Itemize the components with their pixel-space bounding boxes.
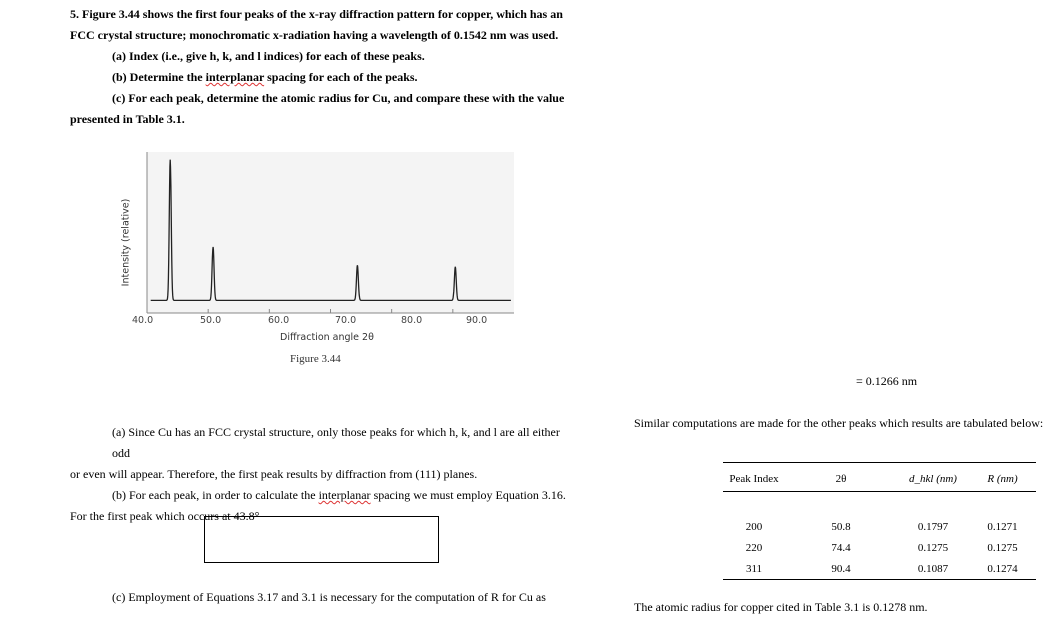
problem-part-b (70, 67, 590, 88)
solution-a-line-2: or even will appear. Therefore, the first peak results by diffraction from (111) planes. (70, 467, 478, 481)
cell-two-theta: 74.4 (831, 541, 851, 554)
solution-part-a (70, 422, 575, 527)
cell-radius: 0.1275 (987, 541, 1018, 554)
solution-b-misspelled-word: interplanar (318, 488, 371, 502)
cell-two-theta: 90.4 (831, 562, 851, 575)
cell-radius: 0.1274 (987, 562, 1018, 575)
tick-label-50: 50.0 (200, 315, 222, 326)
solution-b-prefix: (b) For each peak, in order to calculate the (112, 488, 319, 502)
solution-a-line-1: (a) Since Cu has an FCC crystal structure, only those peaks for which h, k, and l are all either odd (112, 425, 560, 460)
header-peak-index: Peak Index (729, 473, 779, 485)
cell-dhkl: 0.1797 (917, 520, 949, 533)
dhkl-result: = 0.1266 nm (856, 374, 918, 388)
problem-line-2: FCC crystal structure; monochromatic x-radiation having a wavelength of 0.1542 nm was used. (70, 28, 559, 42)
atomic-radius-note: The atomic radius for copper cited in Table 3.1 is 0.1278 nm. (634, 600, 928, 614)
cell-peak-index: 220 (745, 541, 763, 554)
problem-line-1: 5. Figure 3.44 shows the first four peaks of the x-ray diffraction pattern for copper, which has an (70, 7, 563, 21)
part-b-suffix: spacing for each of the peaks. (264, 70, 418, 84)
table-row (723, 558, 1036, 579)
results-table-grid (723, 471, 1036, 579)
solution-part-c: (c) Employment of Equations 3.17 and 3.1 is necessary for the computation of R for Cu as (112, 590, 546, 604)
cell-dhkl: 0.1087 (917, 562, 949, 575)
tick-label-70: 70.0 (335, 315, 357, 326)
table-row (723, 516, 1036, 537)
part-b-misspelled-word: interplanar (205, 70, 265, 84)
results-table (723, 462, 1036, 580)
solution-b-line-1 (70, 485, 575, 506)
cell-peak-index: 200 (745, 520, 763, 533)
chart-plot-area (147, 152, 514, 313)
solution-b-line-2: For the first peak which occurs at 43.8° (70, 509, 260, 523)
cell-dhkl: 0.1275 (917, 541, 949, 554)
x-axis-label: Diffraction angle 2θ (280, 332, 374, 343)
solution-b-suffix: spacing we must employ Equation 3.16. (370, 488, 566, 502)
header-two-theta: 2θ (835, 473, 847, 485)
figure-3-44 (120, 145, 520, 385)
problem-part-a: (a) Index (i.e., give h, k, and l indices) for each of these peaks. (112, 49, 425, 63)
tick-label-60: 60.0 (268, 315, 290, 326)
part-b-prefix: (b) Determine the (112, 70, 206, 84)
problem-part-c-cont: presented in Table 3.1. (70, 112, 185, 126)
equation-placeholder-box (204, 516, 439, 563)
similar-computations-text: Similar computations are made for the other peaks which results are tabulated below: (634, 416, 1044, 430)
header-dhkl: d_hkl (nm) (909, 473, 957, 485)
table-row (723, 537, 1036, 558)
figure-caption: Figure 3.44 (290, 353, 341, 365)
problem-statement (70, 4, 590, 130)
cell-two-theta: 50.8 (831, 520, 851, 533)
problem-part-c: (c) For each peak, determine the atomic radius for Cu, and compare these with the value (112, 91, 565, 105)
tick-label-80: 80.0 (401, 315, 423, 326)
y-axis-label: Intensity (relative) (120, 198, 132, 287)
tick-label-40: 40.0 (132, 315, 154, 326)
header-radius: R (nm) (987, 473, 1018, 485)
xrd-chart (120, 145, 520, 325)
cell-peak-index: 311 (745, 562, 763, 575)
cell-radius: 0.1271 (987, 520, 1018, 533)
table-header-row (723, 471, 1036, 487)
tick-label-90: 90.0 (466, 315, 488, 326)
